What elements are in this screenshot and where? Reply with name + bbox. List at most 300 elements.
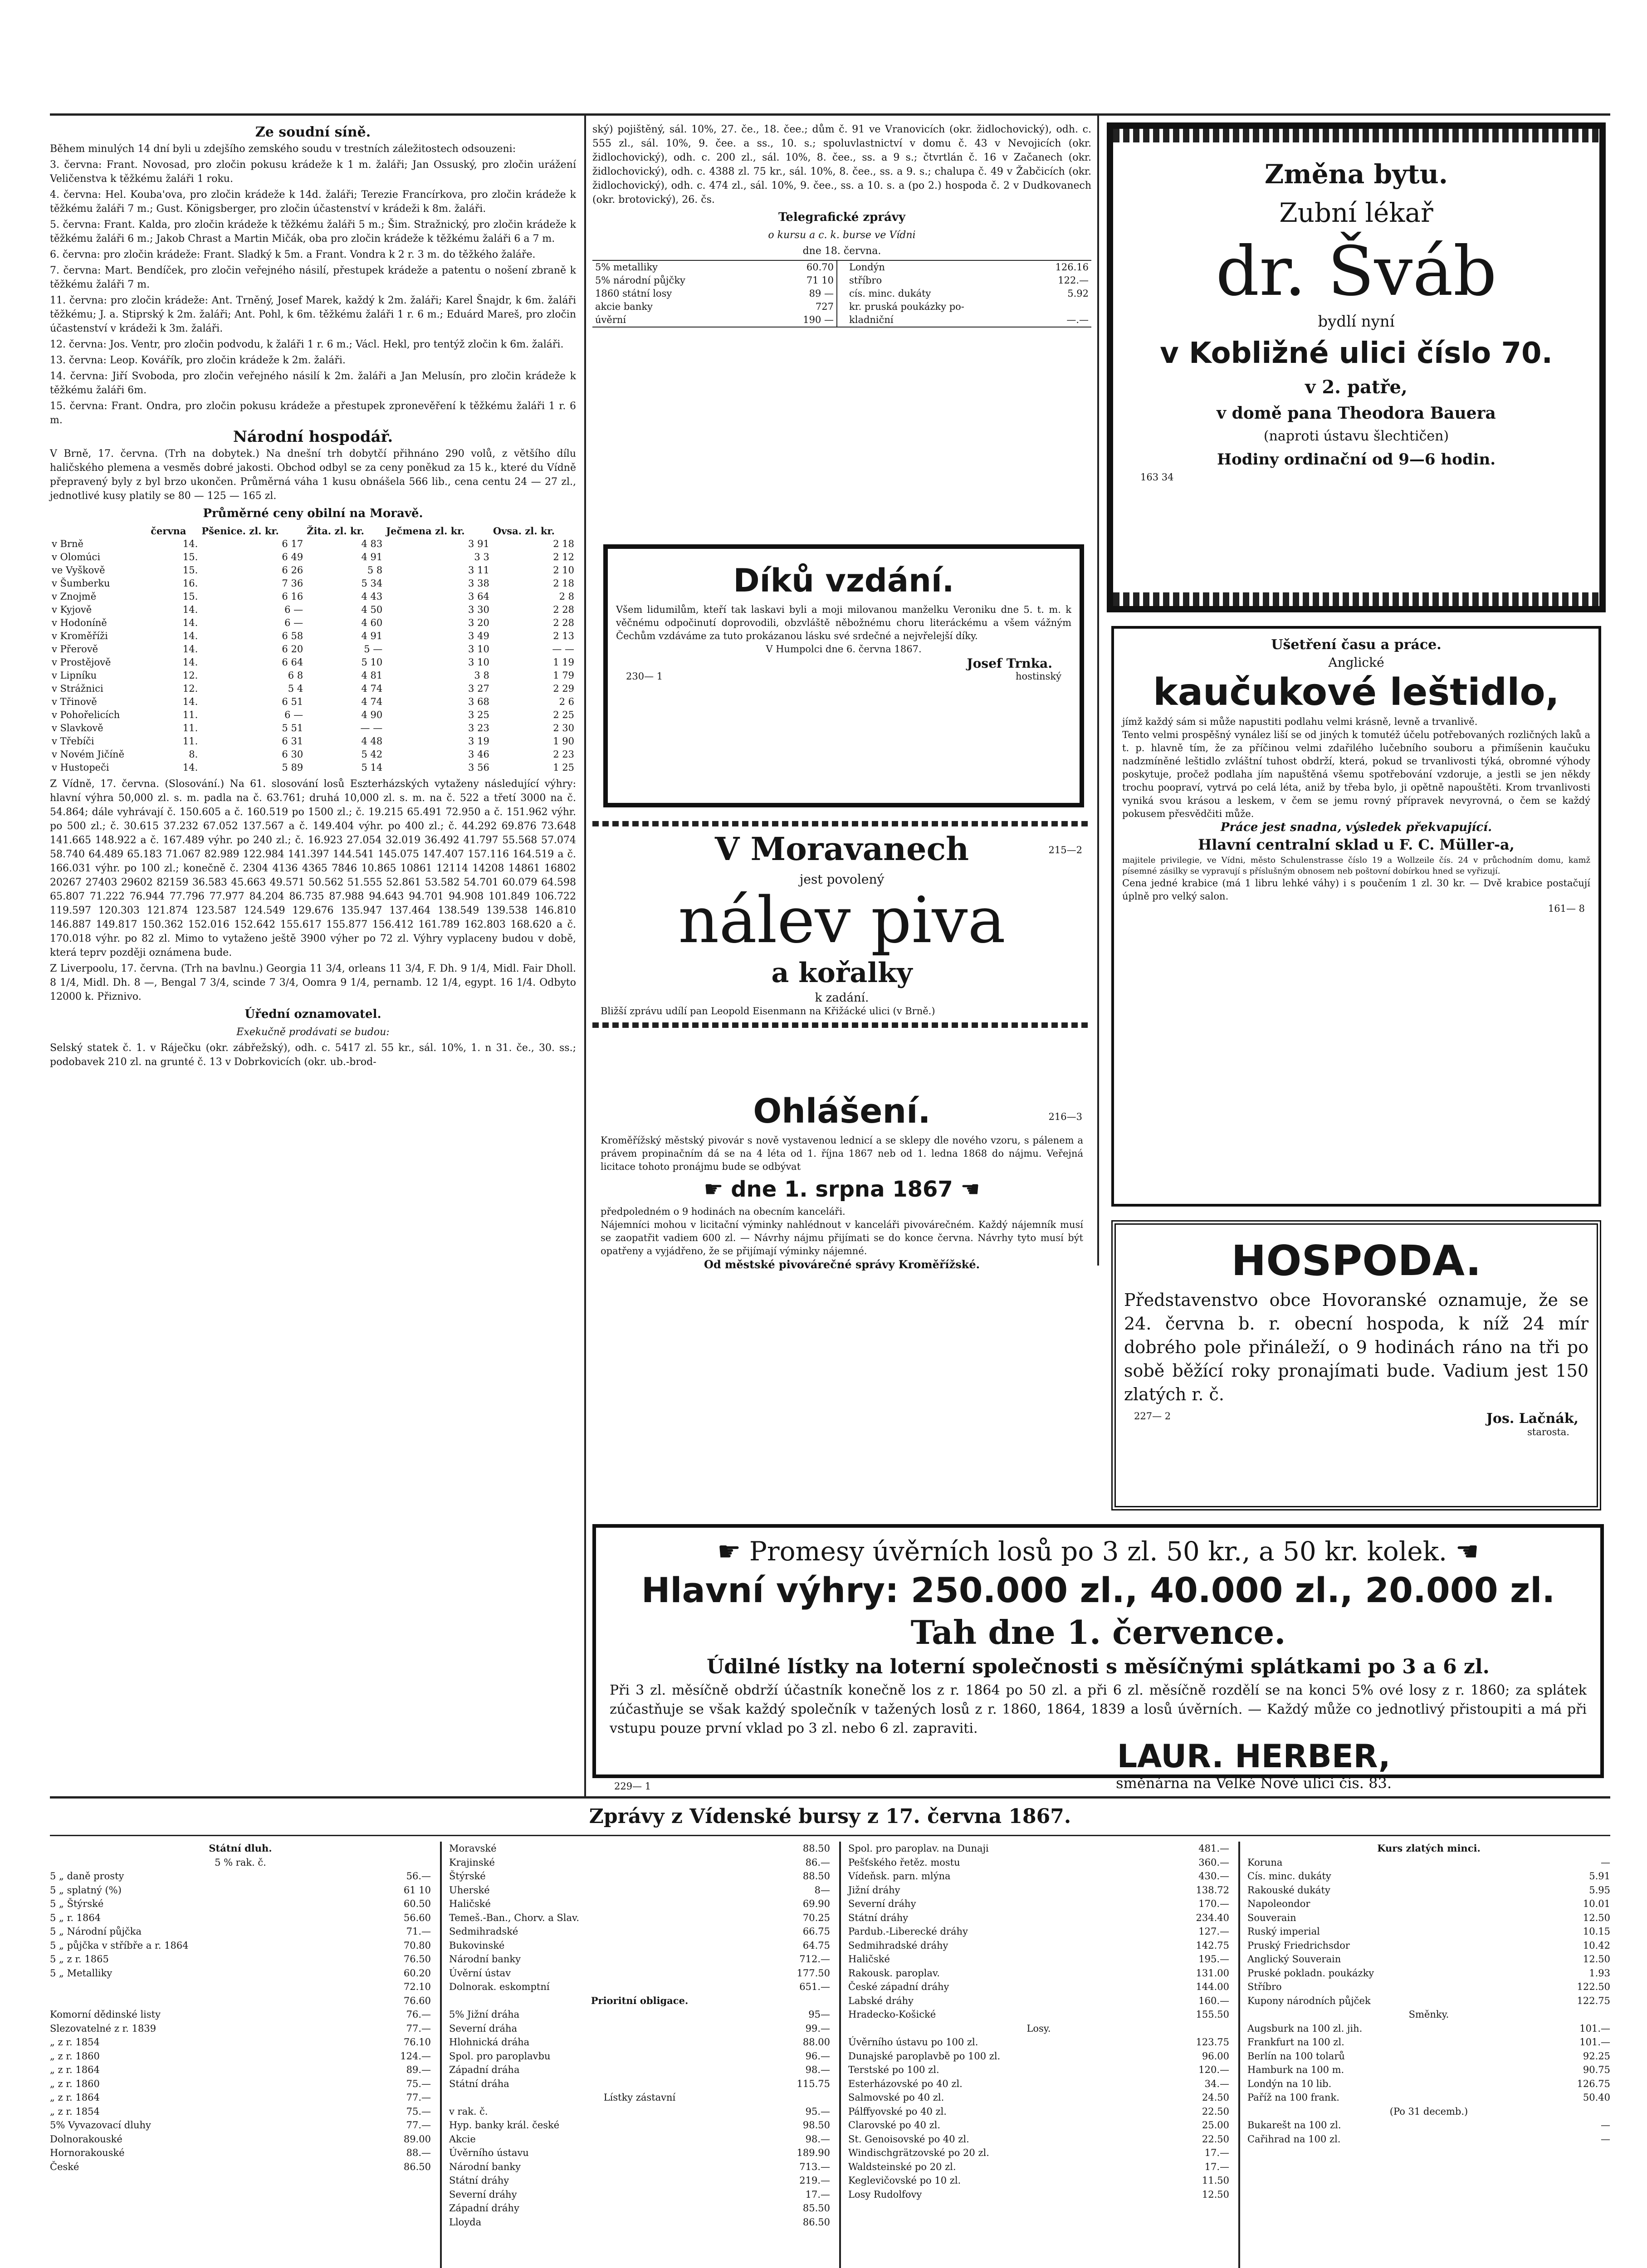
price-cell: 3 23 (468, 723, 489, 733)
telegraph-label: Londýn (849, 262, 885, 273)
bursa-label: Keglevičovské po 10 zl. (848, 2175, 961, 2186)
announcement-date: ☛ dne 1. srpna 1867 ☚ (704, 1177, 980, 1202)
beer-info: Bližší zprávu udílí pan Leopold Eisenmann na Křižácké ulici (v Brně.) (601, 1006, 935, 1017)
bursa-value: 88.— (406, 2147, 431, 2158)
bursa-label: „ z r. 1860 (50, 2050, 100, 2062)
bursa-rule-2 (839, 1842, 841, 2268)
bursa-value: 144.00 (1196, 1981, 1229, 1992)
bursa-row (50, 1966, 431, 1980)
bursa-row (449, 1856, 830, 1870)
bursa-label: Frankfurt na 100 zl. (1247, 2037, 1344, 2048)
bursa-value: 88.50 (802, 1871, 830, 1882)
market-report: V Brně, 17. června. (Trh na dobytek.) Na dnešní trh dobytčí přihnáno 290 volů, z většího dílu haličského plemena a vesměs dobré jakosti. Obchod odbyl se za ceny poněkud za 15 k., které du Vídně přepravený byly z byl brzo ukončen. Průměrná váha 1 kusu obnášela 566 lib., cena centu 24 — 27 zl., jednotlivé kusy platily se 80 — 125 — 165 zl. (50, 448, 576, 502)
bursa-row (449, 2201, 830, 2215)
price-cell: 2 6 (559, 696, 574, 707)
price-cell: v Hodoníně (52, 617, 107, 628)
bursa-label: „ z r. 1854 (50, 2106, 100, 2117)
bursa-value: 76.60 (403, 1995, 431, 2006)
thanks-signature-role: hostinský (1016, 671, 1061, 682)
bursa-value: 86.50 (802, 2216, 830, 2228)
price-row (50, 748, 576, 761)
price-row (50, 656, 576, 669)
bursa-value: 17.— (1204, 2147, 1229, 2158)
price-row (50, 603, 576, 616)
bursa-row (50, 2132, 431, 2146)
bursa-label: Dunajské paroplavbě po 100 zl. (848, 2050, 1001, 2062)
bursa-row (1247, 1869, 1610, 1883)
bursa-row (50, 2049, 431, 2063)
bursa-row (449, 1939, 830, 1953)
telegraph-row (592, 313, 837, 327)
court-paragraph: 12. června: Jos. Ventr, pro zločin podvodu, k žaláři 1 r. 6 m.; Václ. Hekl, pro tentýž zločin k 6m. žaláři. (50, 339, 564, 350)
column-rule-1 (584, 113, 586, 1796)
bursa-row (50, 1939, 431, 1953)
bursa-row (1247, 1952, 1610, 1966)
bursa-label: Uherské (449, 1884, 490, 1896)
bursa-row (50, 2091, 431, 2105)
price-cell: 5 10 (361, 657, 383, 668)
price-cell: 2 12 (553, 552, 574, 562)
bursa-label: Stříbro (1247, 1981, 1282, 1992)
price-cell: 6 58 (282, 631, 303, 641)
bursa-label: Waldsteinské po 20 zl. (848, 2161, 956, 2172)
price-cell: v Pohořelicích (52, 709, 120, 720)
price-cell: 2 10 (553, 565, 574, 576)
bursa-row (848, 2188, 1229, 2202)
telegraph-date: dne 18. června. (802, 245, 881, 257)
price-row (50, 722, 576, 735)
telegraph-label: 1860 státní losy (595, 288, 672, 299)
bursa-label: „ z r. 1860 (50, 2078, 100, 2089)
dentist-ornament-bottom (1113, 592, 1599, 606)
bursa-value: 89.— (406, 2064, 431, 2075)
bursa-label: Státní dráhy (848, 1912, 909, 1923)
bursa-row (848, 2132, 1229, 2146)
bursa-value: 95.— (805, 2106, 830, 2117)
telegraph-row (592, 274, 837, 287)
price-cell: 1 19 (553, 657, 574, 668)
thanks-text: Všem lidumilům, kteří tak laskavi byli a moji milovanou manželku Veroniku dne 5. t. m. k věčnému odpočinutí doprovodili, obzvláště něbožnému choru literáckému a všem vážným Čechům vzdáváme za tuto prokázanou lásku své srdečné a nejvřelejší díky. (616, 604, 1071, 641)
price-cell: 2 28 (553, 617, 574, 628)
price-cell: 5 34 (361, 578, 383, 589)
price-row (50, 695, 576, 709)
price-cell: 3 20 (468, 617, 489, 628)
bursa-label: Úvěrního ústavu po 100 zl. (848, 2037, 978, 2048)
price-header-cell: Ovsa. zl. kr. (493, 525, 555, 537)
price-cell: 5 14 (361, 762, 383, 773)
bursa-row (449, 2022, 830, 2036)
bursa-label: Státní dráha (449, 2078, 509, 2089)
bursa-label: Západní dráha (449, 2064, 520, 2075)
bursa-row (449, 2160, 830, 2174)
beer-place: V Moravanech (714, 830, 969, 868)
bursa-row (1247, 2035, 1610, 2049)
bursa-row (848, 1994, 1229, 2008)
bursa-value: 71.— (406, 1926, 431, 1937)
bursa-label: Úvěrní ústav (449, 1967, 511, 1979)
bursa-label: Napoleondor (1247, 1898, 1310, 1909)
bursa-row (449, 1980, 830, 1994)
column-2 (592, 122, 1091, 327)
bursa-value: 85.50 (802, 2203, 830, 2214)
court-paragraph: 15. června: Frant. Ondra, pro zločin pokusu krádeže a přestupek zpronevěření k těžkému žaláři 1 r. 6 m. (50, 401, 576, 426)
telegraph-value (1032, 300, 1091, 313)
price-cell: 6 — (284, 604, 303, 615)
column-rule-2 (1097, 113, 1099, 1266)
beer-top-border (592, 821, 1091, 826)
bursa-row (50, 1883, 431, 1897)
bursa-row (50, 2160, 431, 2174)
bursa-label: Krajinské (449, 1857, 495, 1868)
price-cell: 14. (182, 631, 198, 641)
bursa-value: 131.00 (1196, 1967, 1229, 1979)
beer-line5: k zadání. (815, 991, 869, 1005)
bursa-label: Pešťského řetěz. mostu (848, 1857, 960, 1868)
pointing-hand-icon: ☛ (704, 1177, 731, 1202)
bursa-value: 22.50 (1202, 2133, 1229, 2145)
polish-line1: Ušetření času a práce. (1271, 637, 1442, 653)
bursa-label: Sedmihradské (449, 1926, 518, 1937)
court-paragraph: 7. června: Mart. Bendíček, pro zločin veřejného násilí, přestupek krádeže a patentu o nošení zbraně k těžkému žaláři 7 m. (50, 265, 576, 290)
price-row (50, 761, 576, 774)
price-row (50, 590, 576, 603)
price-cell: 3 10 (468, 657, 489, 668)
court-paragraph: 5. června: Frant. Kalda, pro zločin krádeže k těžkému žaláři 5 m.; Šim. Stražnický, pro zločin krádeže k těžkému žaláři 6 m.; Jakob Chrast a Martin Mičák, oba pro zločin krádeže k těžkému žaláři 6 a 7 m. (50, 219, 576, 244)
bursa-value: 64.75 (802, 1940, 830, 1951)
bursa-label: Národní banky (449, 1954, 521, 1965)
price-row (50, 551, 576, 564)
bursa-value: 76.10 (403, 2037, 431, 2048)
bursa-label: Lloyda (449, 2216, 482, 2228)
price-cell: 14. (182, 762, 198, 773)
bursa-rule-1 (440, 1842, 442, 2268)
beer-line2: jest povolený (799, 872, 885, 887)
price-row (50, 616, 576, 630)
telegraph-label: stříbro (849, 275, 882, 286)
price-row (50, 630, 576, 643)
telegraph-label: kladniční (849, 314, 894, 325)
price-cell: 4 60 (361, 617, 383, 628)
price-cell: v Novém Jičíně (52, 749, 125, 760)
bursa-label: Akcie (449, 2133, 476, 2145)
price-cell: v Brně (52, 538, 83, 549)
bursa-rule-3 (1238, 1842, 1240, 2268)
price-cell: 6 31 (282, 736, 303, 747)
pointing-hand-icon: ☚ (953, 1177, 980, 1202)
bursa-coins-heading: Kurs zlatých minci. (1377, 1843, 1481, 1854)
price-row (50, 643, 576, 656)
bursa-value: 25.00 (1202, 2120, 1229, 2131)
price-cell: 2 18 (553, 538, 574, 549)
bursa-row (848, 2118, 1229, 2132)
bursa-value: 77.— (406, 2120, 431, 2131)
bursa-value: 127.— (1198, 1926, 1229, 1937)
bursa-value: 177.50 (797, 1967, 830, 1979)
court-paragraph: 3. června: Frant. Novosad, pro zločin pokusu krádeže k 1 m. žaláři; Jan Ossuský, pro zločin urážení Veličenstva k těžkému žaláři 1 roku. (50, 159, 576, 185)
bursa-shares (848, 1842, 1229, 2201)
price-row (50, 709, 576, 722)
bursa-row (1247, 2118, 1610, 2132)
price-cell: v Šumberku (52, 578, 110, 589)
price-cell: 14. (182, 604, 198, 615)
lottery-line4: Údilné lístky na loterní společnosti s měsíčnými splátkami po 3 a 6 zl. (707, 1655, 1490, 1678)
bursa-label: Lístky zástavní (603, 2092, 676, 2103)
bursa-label: „ z r. 1864 (50, 2064, 100, 2075)
bursa-label: Dolnorakouské (50, 2133, 122, 2145)
bursa-label: Clarovské po 40 zl. (848, 2120, 941, 2131)
inn-text: Představenstvo obce Hovoranské oznamuje, že se 24. června b. r. obecní hospoda, k níž 24 mír dobrého pole přináleží, o 9 hodinách ráno na tři po sobě běžící roky pronajímati bude. Vadium jest 150 zlatých r. č. (1124, 1290, 1588, 1404)
price-cell: 4 74 (361, 696, 383, 707)
telegraph-value: 5.92 (1067, 288, 1089, 299)
bursa-row (50, 1980, 431, 1994)
bursa-value: 11.50 (1202, 2175, 1229, 2186)
bursa-row (50, 2105, 431, 2119)
bursa-label: „ z r. 1854 (50, 2037, 100, 2048)
telegraph-subtitle: o kursu a c. k. burse ve Vídni (768, 230, 916, 241)
execution-sales-cont: ský) pojištěný, sál. 10%, 27. če., 18. čee.; dům č. 91 ve Vranovicích (okr. židlochovický), odh. c. 555 zl., sál. 10%, 9. čee. a ss., 10. s.; spoluvlastnictví v domu č. 43 v Nevojicích (okr. židlochovický), odh. c. 200 zl., sál. 10%, 8. čee., ss. a 9 s.; čtvrtlán č. 16 v Začanech (okr. židlochovický), odh. c. 4388 zl. 75 kr., sál. 10%, 8. čee., ss. a 9. s.; chalupa č. 49 v Žabčicích (okr. židlochovický), odh. c. 474 zl., sál. 10%, 9. čee., ss. a 10. s. a (po 2.) hospoda č. 2 v Dudkovanech (okr. brotovický), 26. čs. (592, 124, 1091, 205)
bursa-label: 5 % rak. č. (215, 1857, 266, 1868)
bursa-label: Hlohnická dráha (449, 2037, 530, 2048)
inn-title: HOSPODA. (1231, 1237, 1481, 1285)
bursa-label: Rakousk. paroplav. (848, 1967, 940, 1979)
announcement-ad (592, 1089, 1091, 1361)
bursa-row (848, 2160, 1229, 2174)
bursa-row (50, 2035, 431, 2049)
price-cell: 3 10 (468, 644, 489, 655)
bursa-label: 5 „ r. 1864 (50, 1912, 101, 1923)
bursa-label: Esterházovské po 40 zl. (848, 2078, 963, 2089)
bursa-label: Národní banky (449, 2161, 521, 2172)
price-cell: 15. (182, 552, 198, 562)
bursa-value: 75.— (406, 2106, 431, 2117)
lottery-ref: 229— 1 (614, 1781, 651, 1792)
bursa-rule-sub (50, 1835, 1610, 1836)
bursa-row (449, 1952, 830, 1966)
bursa-value: 234.40 (1196, 1912, 1229, 1923)
bursa-state-debt (50, 1842, 431, 2174)
inn-signature-role: starosta. (1527, 1427, 1569, 1437)
telegraph-value: 126.16 (1055, 262, 1089, 273)
price-cell: v Olomúci (52, 552, 101, 562)
polish-headline: kaučukové leštidlo, (1153, 671, 1559, 714)
bursa-label: 5 „ z r. 1865 (50, 1954, 109, 1965)
bursa-value: 142.75 (1196, 1940, 1229, 1951)
bursa-row (449, 2118, 830, 2132)
price-cell: 6 49 (282, 552, 303, 562)
dentist-line3: bydlí nyní (1318, 313, 1395, 331)
price-header-cell: Žita. zl. kr. (307, 525, 364, 537)
price-cell: 1 25 (553, 762, 574, 773)
court-paragraph: 6. června: pro zločin krádeže: Frant. Sladký k 5m. a Frant. Vondra k 2 r. 3 m. do těžkého žaláře. (50, 249, 536, 260)
bursa-label: Severní dráhy (848, 1898, 916, 1909)
price-cell: v Třinově (52, 696, 97, 707)
price-cell: 7 36 (282, 578, 303, 589)
price-cell: 6 26 (282, 565, 303, 576)
dentist-title: Změna bytu. (1265, 159, 1448, 190)
price-cell: 3 49 (468, 631, 489, 641)
bursa-row (848, 1856, 1229, 1870)
bursa-label: Losy. (1026, 2023, 1051, 2034)
official-subheading: Exekučně prodávati se budou: (236, 1026, 390, 1038)
bursa-value: 60.20 (403, 1967, 431, 1979)
bursa-row (449, 1925, 830, 1939)
bursa-row (50, 2077, 431, 2091)
bursa-label: Londýn na 10 lib. (1247, 2078, 1332, 2089)
bursa-label: Úvěrního ústavu (449, 2147, 529, 2158)
bursa-row (1247, 2105, 1610, 2119)
polish-line2: Anglické (1328, 655, 1384, 670)
bursa-label: České (50, 2161, 79, 2172)
polish-ad (1111, 626, 1601, 1207)
bursa-row (848, 1952, 1229, 1966)
bursa-row (848, 2063, 1229, 2077)
telegraph-value: 190 — (803, 314, 834, 325)
price-cell: 2 29 (553, 683, 574, 694)
telegraph-label: kr. pruská poukázky po- (849, 301, 964, 312)
bursa-row (848, 2022, 1229, 2036)
bursa-row (449, 1883, 830, 1897)
price-cell: 6 30 (282, 749, 303, 760)
bursa-label: Koruna (1247, 1857, 1283, 1868)
bursa-row (1247, 1897, 1610, 1911)
thanks-ad (603, 544, 1084, 807)
price-cell: 3 56 (468, 762, 489, 773)
telegraph-row (592, 300, 837, 313)
inn-signature: Jos. Lačnák, (1486, 1411, 1579, 1427)
bursa-label: 5 „ Štýrské (50, 1898, 104, 1909)
price-cell: v Lipníku (52, 670, 97, 681)
bursa-value: 76.50 (403, 1954, 431, 1965)
bursa-row (848, 1925, 1229, 1939)
price-row (50, 682, 576, 695)
telegraph-label: 5% národní půjčky (595, 275, 685, 286)
bursa-label: Hradecko-Košické (848, 2009, 936, 2020)
bursa-label: Souverain (1247, 1912, 1296, 1923)
price-cell: 6 8 (288, 670, 303, 681)
bursa-value: 170.— (1198, 1898, 1229, 1909)
bursa-value: 5.95 (1589, 1884, 1610, 1896)
bursa-value: 66.75 (802, 1926, 830, 1937)
bursa-value: 50.40 (1583, 2092, 1610, 2103)
bursa-value: 360.— (1198, 1857, 1229, 1868)
bursa-label: Losy Rudolfovy (848, 2189, 922, 2200)
dentist-line1: Zubní lékař (1279, 197, 1433, 228)
bursa-value: 86.— (805, 1857, 830, 1868)
thanks-signature: Josef Trnka. (967, 656, 1052, 671)
dentist-hours: Hodiny ordinační od 9—6 hodin. (1217, 450, 1496, 469)
bursa-label: St. Genoisovské po 40 zl. (848, 2133, 969, 2145)
bursa-value: 76.— (406, 2009, 431, 2020)
beer-bottom-border (592, 1022, 1091, 1028)
bursa-value: 115.75 (797, 2078, 830, 2089)
price-cell: 3 27 (468, 683, 489, 694)
lottery-text: Při 3 zl. měsíčně obdrží účastník konečně los z r. 1864 po 50 zl. a při 6 zl. měsíčně rozdělí se na konci 5% ové losy z r. 1860; za splátek zúčastňuje se však každý společník v tažených losů z r. 1860, 1864, 1839 a losů úvěrních. — Každý může co jednotlivý přistoupiti a má při vstupu pouze první vklad po 3 zl. nebo 6 zl. zapraviti. (610, 1682, 1587, 1736)
bursa-state-debt-heading: Státní dluh. (209, 1843, 272, 1854)
price-cell: 5 89 (282, 762, 303, 773)
bursa-value: 101.— (1579, 2023, 1610, 2034)
bursa-label: Státní dráhy (449, 2175, 509, 2186)
bursa-value: — (1601, 2120, 1610, 2131)
court-paragraph: Během minulých 14 dní byli u zdejšího zemského soudu v trestních záležitostech odsouzeni: (50, 143, 516, 155)
bursa-label: Spol. pro paroplavbu (449, 2050, 551, 2062)
price-cell: 4 74 (361, 683, 383, 694)
bursa-row (848, 2077, 1229, 2091)
price-header-cell (50, 524, 149, 538)
polish-text: Tento velmi prospěšný vynález liší se od jiných k tomutéž účelu potřebovaných rozličných laků a t. p. hlavně tím, že za příčinou velmi zdařilého lučebního souboru a přimíšenin kaučuku nadzmíněné leštidlo zvláštní tuhost obdrží, která, pokud se trvanlivosti týká, obromné výhody poskytuje, pročež podlaha jím napuštěná všemu spotřebování vzdoruje, a jestli se jen někdy trochu poopraví, vytrvá po celá léta, aniž by třeba bylo, ji opětně napouštěti. Krom trvanlivosti vyniká svou krásou a leskem, v čem se jemu rovný přípravek nevyrovná, o čem se každý pokusem přesvědčiti může. (1122, 729, 1590, 819)
bursa-value: 712.— (799, 1954, 830, 1965)
beer-line4: a kořalky (771, 957, 913, 989)
bursa-value: 17.— (805, 2189, 830, 2200)
bursa-row (1247, 1883, 1610, 1897)
dentist-house: v domě pana Theodora Bauera (1217, 404, 1496, 423)
bursa-label: Kupony národních půjček (1247, 1995, 1371, 2006)
bursa-value: 126.75 (1577, 2078, 1610, 2089)
cotton-report: Z Liverpoolu, 17. června. (Trh na bavlnu.) Georgia 11 3/4, orleans 11 3/4, F. Dh. 9 1/4, Midl. Fair Dholl. 8 1/4, Midl. Dh. 8 —, Bengal 7 3/4, scinde 7 3/4, Oomra 9 1/4, pernamb. 12 1/4, egypt. 16 1/4. Odbyto 12000 k. Přiznivo. (50, 963, 576, 1002)
price-cell: 14. (182, 538, 198, 549)
price-header-cell: června (151, 525, 186, 537)
announcement-ref: 216—3 (1048, 1111, 1082, 1122)
price-cell: 3 11 (468, 565, 489, 576)
announcement-text2: předpoledném o 9 hodinách na obecním kanceláři. (601, 1206, 845, 1217)
bursa-value: 5.91 (1589, 1871, 1610, 1882)
bursa-value: 651.— (799, 1981, 830, 1992)
inn-ref: 227— 2 (1134, 1411, 1171, 1422)
polish-price: Cena jedné krabice (má 1 libru lehké váhy) i s poučením 1 zl. 30 kr. — Dvě krabice postačují úplně pro velký salon. (1122, 878, 1590, 902)
bursa-obligations-heading: Prioritní obligace. (591, 1994, 689, 2006)
price-cell: 5 4 (288, 683, 303, 694)
price-cell: 11. (182, 723, 198, 733)
court-heading: Ze soudní síně. (255, 124, 371, 140)
bursa-label: Směnky. (1408, 2009, 1449, 2020)
announcement-text3: Nájemníci mohou v licitační výminky nahlédnout v kanceláři pivovárečném. Každý nájemník musí se zaopatřit vadiem 600 zl. — Návrhy nájmu přijímati se do konce června. Návrhy tyto musí být opatřeny a vyjádřeno, že se přijímají výminky nájemné. (601, 1219, 1083, 1256)
thanks-title: Díků vzdání. (733, 562, 954, 599)
price-cell: 8. (189, 749, 198, 760)
bursa-value: 17.— (1204, 2161, 1229, 2172)
lottery-ad (592, 1524, 1604, 1792)
price-row (50, 735, 576, 748)
bursa-value: 160.— (1198, 1995, 1229, 2006)
bursa-label: Bukarešt na 100 zl. (1247, 2120, 1341, 2131)
price-cell: 5 8 (367, 565, 383, 576)
bursa-row (848, 1897, 1229, 1911)
bursa-label: Augsburk na 100 zl. jih. (1247, 2023, 1363, 2034)
bursa-value: 120.— (1198, 2064, 1229, 2075)
bursa-value: 34.— (1204, 2078, 1229, 2089)
bursa-label: Terstské po 100 zl. (848, 2064, 939, 2075)
lottery-signature-address: směnárna na Velké Nové ulici čís. 83. (1116, 1774, 1392, 1792)
bursa-row (848, 1939, 1229, 1953)
price-cell: 6 — (284, 709, 303, 720)
court-paragraph: 4. června: Hel. Kouba'ova, pro zločin krádeže k 14d. žaláři; Terezie Francírkova, pro zločin krádeže k těžkému žaláři 7 m.; Gust. Königsberger, pro zločin účastenství v krádeži k 8m. žaláři. (50, 189, 576, 215)
beer-headline: nálev piva (678, 884, 1006, 958)
execution-sales: Selský statek č. 1. v Ráječku (okr. zábřežský), odh. c. 5417 zl. 55 kr., sál. 10%, 1. n 31. če., 30. ss.; podobavek 210 zl. na grunté č. 13 v Dobrkovicích (okr. ub.-brod- (50, 1042, 576, 1068)
telegraph-label: cís. minc. dukáty (849, 288, 931, 299)
bursa-value: 101.— (1579, 2037, 1610, 2048)
bursa-label: Pardub.-Liberecké dráhy (848, 1926, 968, 1937)
telegraph-value: 727 (815, 301, 834, 312)
bursa-value: 77.— (406, 2092, 431, 2103)
bursa-row (1247, 2049, 1610, 2063)
beer-ad (592, 821, 1091, 1075)
bursa-value: 713.— (799, 2161, 830, 2172)
price-cell: 2 18 (553, 578, 574, 589)
bursa-label: Berlín na 100 tolarů (1247, 2050, 1345, 2062)
bursa-label: Dolnorak. eskomptní (449, 1981, 550, 1992)
bursa-value: 189.90 (797, 2147, 830, 2158)
price-cell: 4 48 (361, 736, 383, 747)
bursa-value: 481.— (1198, 1843, 1229, 1854)
bursa-value: 56.— (406, 1871, 431, 1882)
